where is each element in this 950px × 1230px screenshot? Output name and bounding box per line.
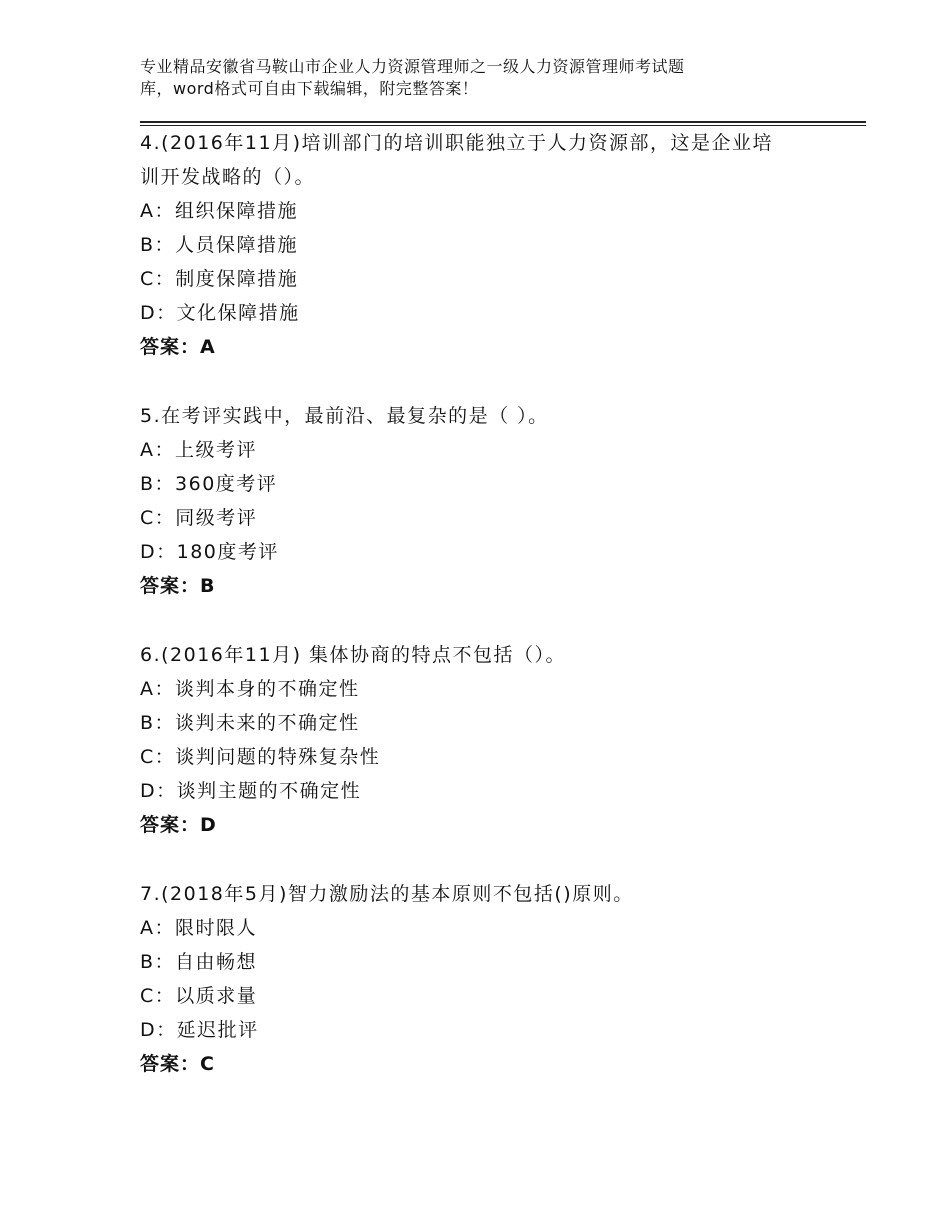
option-b: B：谈判未来的不确定性 [140,712,360,734]
question-7 [140,877,840,1081]
option-a: A：组织保障措施 [140,200,298,222]
question-6 [140,638,840,842]
header-line-2: 库，word格式可自由下载编辑，附完整答案！ [140,79,479,98]
answer-line: 答案：D [140,814,217,836]
option-c: C：谈判问题的特殊复杂性 [140,746,381,768]
question-5 [140,399,840,603]
option-b: B：360度考评 [140,473,278,495]
header-line-1: 专业精品安徽省马鞍山市企业人力资源管理师之一级人力资源管理师考试题 [140,57,685,76]
option-a: A：限时限人 [140,917,257,939]
option-c: C：同级考评 [140,507,258,529]
option-d: D：延迟批评 [140,1019,259,1041]
option-a: A：谈判本身的不确定性 [140,678,360,700]
option-d: D：文化保障措施 [140,302,300,324]
question-text-line: 6.(2016年11月) 集体协商的特点不包括（）。 [140,644,567,666]
option-a: A：上级考评 [140,439,257,461]
option-c: C：以质求量 [140,985,258,1007]
option-b: B：人员保障措施 [140,234,299,256]
question-4 [140,126,840,364]
option-d: D：180度考评 [140,541,279,563]
answer-line: 答案：C [140,1053,215,1075]
question-text-line: 4.(2016年11月)培训部门的培训职能独立于人力资源部，这是企业培 [140,132,773,154]
question-text-line: 7.(2018年5月)智力激励法的基本原则不包括()原则。 [140,883,634,905]
question-text-line: 训开发战略的（）。 [140,166,316,188]
option-d: D：谈判主题的不确定性 [140,780,362,802]
option-b: B：自由畅想 [140,951,258,973]
question-text-line: 5.在考评实践中，最前沿、最复杂的是（ ）。 [140,405,549,427]
answer-line: 答案：B [140,575,216,597]
answer-line: 答案：A [140,336,216,358]
header-rule-thick [140,121,866,123]
document-header [140,56,780,100]
option-c: C：制度保障措施 [140,268,299,290]
